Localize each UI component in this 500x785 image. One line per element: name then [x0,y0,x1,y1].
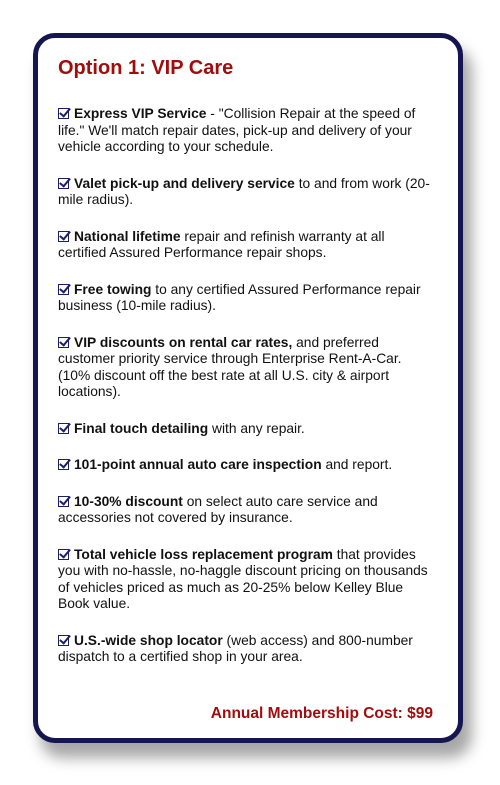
vip-care-card [33,33,463,743]
feature-text: and report. [321,457,393,472]
feature-bold-text: Free towing [74,281,152,297]
feature-bold-text: National lifetime [74,228,181,244]
feature-text: with any repair. [208,420,305,436]
membership-cost: Annual Membership Cost: $99 [210,705,433,722]
feature-text: that provides you with no-hassle, no-haggle discount pricing on thousands of vehicles priced as much as 20-25% below Kelley Blue Book value. [58,546,428,611]
checkbox-checked-icon [58,635,69,646]
feature-bold-text: 101-point annual auto care inspection [74,457,322,472]
feature-list [58,106,436,666]
feature-item [58,335,436,401]
feature-text: to any certified Assured Performance repair business (10-mile radius). [58,281,421,313]
checkbox-checked-icon [58,337,69,348]
feature-item [58,229,436,262]
feature-bold-text: U.S.-wide shop locator [74,632,223,648]
feature-text: (web access) and 800-number dispatch to a certified shop in your area. [58,632,413,664]
checkbox-checked-icon [58,231,69,242]
feature-item [58,176,436,209]
feature-item [58,106,436,156]
feature-bold-text: Total vehicle loss replacement program [74,546,333,562]
feature-bold-text: 10-30% discount [74,493,183,509]
checkbox-checked-icon [58,423,69,434]
feature-text: to and from work (20-mile radius). [58,175,430,207]
feature-item [58,457,436,474]
feature-bold-text: Final touch detailing [74,420,209,436]
feature-item [58,547,436,613]
feature-bold-text: Valet pick-up and delivery service [74,175,295,191]
checkbox-checked-icon [58,459,69,470]
feature-text: and preferred customer priority service through Enterprise Rent-A-Car. (10% discount off the best rate at all U.S. city & airport locations). [58,334,402,399]
feature-item [58,282,436,315]
feature-item [58,494,436,527]
checkbox-checked-icon [58,178,69,189]
checkbox-checked-icon [58,284,69,295]
feature-text: - "Collision Repair at the speed of life." We'll match repair dates, pick-up and delivery of your vehicle according to your schedule. [58,106,416,154]
feature-bold-text: Express VIP Service [74,106,207,121]
feature-item [58,633,436,666]
feature-item [58,421,436,438]
card-title: Option 1: VIP Care [58,57,234,79]
feature-text: repair and refinish warranty at all certified Assured Performance repair shops. [58,228,385,260]
feature-bold-text: VIP discounts on rental car rates, [74,334,293,350]
checkbox-checked-icon [58,549,69,560]
feature-text: on select auto care service and accessories not covered by insurance. [58,493,378,525]
checkbox-checked-icon [58,108,69,119]
checkbox-checked-icon [58,496,69,507]
